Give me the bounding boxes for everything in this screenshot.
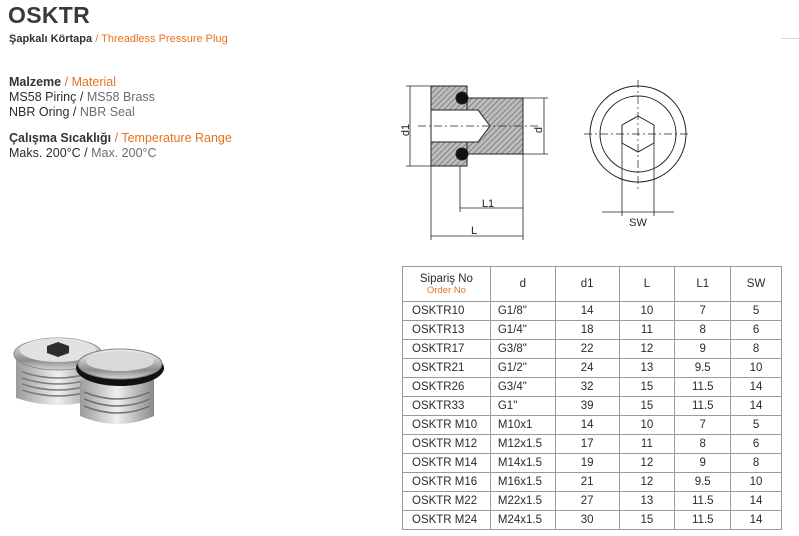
side-view [418,86,538,166]
temperature-value-tr: Maks. 200°C / [9,146,88,160]
table-row [403,416,782,435]
table-cell-l1: 9.5 [675,473,731,492]
table-cell-order-no: OSKTR M16 [403,473,491,492]
table-cell-sw: 6 [731,435,782,454]
table-cell-l: 12 [619,340,675,359]
table-row [403,473,782,492]
column-header-l [619,267,675,302]
table-cell-sw: 8 [731,454,782,473]
table-header-row [403,267,782,302]
table-cell-d: G1" [490,397,555,416]
table-row [403,454,782,473]
table-cell-l1: 7 [675,416,731,435]
temperature-value [9,146,232,161]
table-cell-l1: 9.5 [675,359,731,378]
material-label-en: Material [71,75,117,89]
temperature-value-en: Max. 200°C [91,146,157,160]
table-cell-order-no: OSKTR10 [403,302,491,321]
table-cell-order-no: OSKTR M14 [403,454,491,473]
material-line-2-en: NBR Seal [79,105,135,119]
table-cell-d: M16x1.5 [490,473,555,492]
table-cell-d: M24x1.5 [490,511,555,530]
material-separator: / [64,75,69,89]
table-row [403,378,782,397]
table-cell-l1: 11.5 [675,492,731,511]
column-header-sublabel: Order No [426,284,466,296]
table-cell-order-no: OSKTR21 [403,359,491,378]
table-cell-d: M12x1.5 [490,435,555,454]
table-cell-sw: 6 [731,321,782,340]
table-cell-l: 15 [619,378,675,397]
table-cell-l1: 8 [675,321,731,340]
table-cell-d1: 30 [555,511,619,530]
table-cell-d1: 32 [555,378,619,397]
table-cell-sw: 10 [731,473,782,492]
material-line-2 [9,105,232,120]
table-cell-d1: 19 [555,454,619,473]
label-d: d [533,126,545,134]
table-cell-l1: 9 [675,340,731,359]
table-cell-l1: 11.5 [675,378,731,397]
table-cell-sw: 5 [731,302,782,321]
table-row [403,511,782,530]
table-cell-sw: 14 [731,492,782,511]
dimension-l1 [460,154,523,240]
table-cell-sw: 5 [731,416,782,435]
front-view [584,80,688,190]
column-header-sw [731,267,782,302]
plug-photo-2 [76,349,164,424]
material-heading [9,75,232,90]
table-cell-d1: 17 [555,435,619,454]
temperature-separator: / [114,131,119,145]
table-cell-d: G3/4" [490,378,555,397]
table-cell-l1: 9 [675,454,731,473]
table-cell-order-no: OSKTR M24 [403,511,491,530]
material-line-1-tr: MS58 Pirinç / [9,90,84,104]
column-header-label: d1 [580,278,594,290]
table-row [403,397,782,416]
table-body [403,302,782,530]
table-cell-order-no: OSKTR M12 [403,435,491,454]
column-header-label: Sipariş No [419,272,473,285]
table-cell-l: 12 [619,454,675,473]
table-cell-order-no: OSKTR26 [403,378,491,397]
table-cell-l: 11 [619,435,675,454]
label-sw: SW [629,217,647,229]
table-cell-l: 13 [619,359,675,378]
table-row [403,359,782,378]
table-cell-d: M22x1.5 [490,492,555,511]
header-rule [781,0,799,39]
table-cell-order-no: OSKTR M22 [403,492,491,511]
table-row [403,321,782,340]
table-cell-l: 11 [619,321,675,340]
technical-drawing [398,70,688,250]
table-cell-d1: 39 [555,397,619,416]
label-l1: L1 [481,198,495,210]
table-cell-sw: 8 [731,340,782,359]
table-cell-d: G3/8" [490,340,555,359]
material-line-1-en: MS58 Brass [86,90,155,104]
column-header-label: SW [746,278,766,290]
table-cell-sw: 10 [731,359,782,378]
table-cell-l: 12 [619,473,675,492]
product-photo [8,320,178,440]
table-cell-order-no: OSKTR M10 [403,416,491,435]
table-cell-d1: 27 [555,492,619,511]
table-cell-d: G1/2" [490,359,555,378]
page-title: OSKTR [8,2,90,28]
table-cell-order-no: OSKTR33 [403,397,491,416]
table-cell-l1: 11.5 [675,511,731,530]
dimensions-table [402,266,782,530]
subtitle-separator: / [95,33,99,45]
table-cell-l1: 11.5 [675,397,731,416]
table-row [403,302,782,321]
table-row [403,492,782,511]
table-cell-l1: 8 [675,435,731,454]
temperature-label-en: Temperature Range [121,131,232,145]
table-cell-l1: 7 [675,302,731,321]
material-label-tr: Malzeme [9,75,62,89]
material-line-2-tr: NBR Oring / [9,105,77,119]
column-header-d1 [555,267,619,302]
column-header-label: L1 [696,278,710,290]
table-cell-sw: 14 [731,511,782,530]
table-cell-l: 10 [619,416,675,435]
column-header-d [490,267,555,302]
table-row [403,435,782,454]
product-name-en: Threadless Pressure Plug [101,33,228,45]
table-cell-order-no: OSKTR17 [403,340,491,359]
table-cell-d1: 24 [555,359,619,378]
table-cell-d1: 14 [555,416,619,435]
table-cell-sw: 14 [731,378,782,397]
table-cell-l: 15 [619,511,675,530]
table-cell-d: M10x1 [490,416,555,435]
table-cell-d1: 21 [555,473,619,492]
table-cell-d1: 14 [555,302,619,321]
spec-block [9,75,232,161]
column-header-order-no [403,267,491,302]
product-subtitle [9,33,228,45]
table-cell-d1: 18 [555,321,619,340]
temperature-heading [9,131,232,146]
column-header-label: d [519,278,527,290]
table-cell-d: M14x1.5 [490,454,555,473]
table-row [403,340,782,359]
table-cell-l: 13 [619,492,675,511]
column-header-label: L [643,278,651,290]
table-cell-sw: 14 [731,397,782,416]
table-cell-d1: 22 [555,340,619,359]
table-cell-l: 10 [619,302,675,321]
product-name-tr: Şapkalı Körtapa [9,33,93,45]
label-d1: d1 [400,123,412,137]
label-l: L [470,225,478,237]
table-cell-d: G1/4" [490,321,555,340]
temperature-label-tr: Çalışma Sıcaklığı [9,131,112,145]
table-cell-order-no: OSKTR13 [403,321,491,340]
material-line-1 [9,90,232,105]
column-header-l1 [675,267,731,302]
table-cell-l: 15 [619,397,675,416]
table-cell-d: G1/8" [490,302,555,321]
